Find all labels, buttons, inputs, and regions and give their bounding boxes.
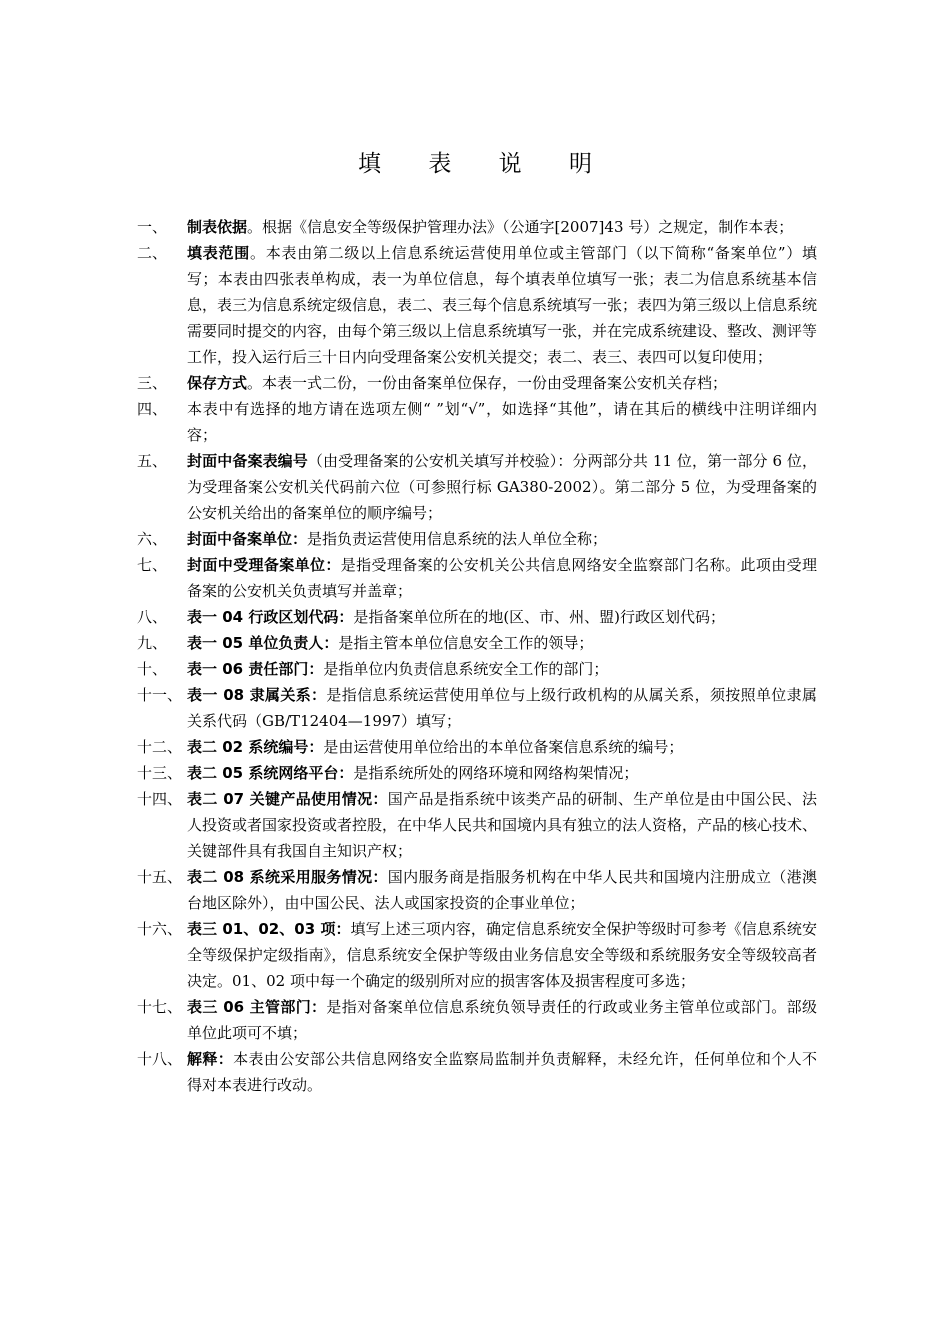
item-text — [187, 396, 817, 448]
item-keyword: 制表依据 — [187, 218, 248, 236]
item-number: 十三、 — [137, 764, 183, 782]
item-keyword: 表一 06 责任部门： — [187, 660, 324, 678]
item-body: 是指受理备案的公安机关公共信息网络安全监察部门名称。此项由受理备案的公安机关负责填写并盖章； — [187, 556, 817, 600]
item-body: 国产品是指系统中该类产品的研制、生产单位是由中国公民、法人投资或者国家投资或者控股，在中华人民共和国境内具有独立的法人资格，产品的核心技术、关键部件具有我国自主知识产权； — [187, 790, 818, 860]
item-text — [187, 552, 817, 604]
item-text — [187, 214, 817, 240]
item-body: 是指主管本单位信息安全工作的领导； — [338, 634, 594, 652]
item-number: 十七、 — [137, 998, 183, 1016]
item-keyword: 封面中备案表编号 — [187, 452, 308, 470]
item-keyword: 填表范围 — [187, 244, 250, 262]
item-text — [187, 760, 817, 786]
item-body: （由受理备案的公安机关填写并校验）：分两部分共 11 位，第一部分 6 位，为受理备案公安机关代码前六位（可参照行标 GA380-2002）。第二部分 5 位，为受理备案的公安机关给出的备案单位的顺序编号； — [187, 452, 817, 522]
item-text — [187, 864, 817, 916]
item-body: 是指系统所处的网络环境和网络构架情况； — [353, 764, 639, 782]
list-item — [137, 656, 817, 682]
item-body: 是由运营使用单位给出的本单位备案信息系统的编号； — [323, 738, 684, 756]
item-text — [187, 526, 817, 552]
list-item — [137, 786, 817, 864]
item-number: 七、 — [137, 556, 168, 574]
item-number: 十八、 — [137, 1050, 183, 1068]
list-item — [137, 734, 817, 760]
item-text — [187, 448, 817, 526]
item-keyword: 封面中受理备案单位： — [187, 556, 341, 574]
item-number: 十二、 — [137, 738, 183, 756]
item-keyword: 表二 08 系统采用服务情况： — [187, 868, 388, 886]
list-item — [137, 682, 817, 734]
page-title: 填 表 说 明 — [358, 151, 612, 177]
list-item — [137, 604, 817, 630]
list-item — [137, 370, 817, 396]
item-number: 十六、 — [137, 920, 183, 938]
item-keyword: 表二 02 系统编号： — [187, 738, 324, 756]
item-number: 十四、 — [137, 790, 183, 808]
item-text — [187, 656, 817, 682]
item-text — [187, 604, 817, 630]
list-item — [137, 1046, 817, 1098]
item-text — [187, 994, 817, 1046]
list-item — [137, 994, 817, 1046]
item-text — [187, 786, 817, 864]
item-text — [187, 630, 817, 656]
list-item — [137, 760, 817, 786]
item-keyword: 表一 04 行政区划代码： — [187, 608, 354, 626]
list-item — [137, 630, 817, 656]
item-number: 八、 — [137, 608, 168, 626]
item-body: 本表中有选择的地方请在选项左侧“ ”划“√”，如选择“其他”，请在其后的横线中注明详细内容； — [187, 400, 817, 444]
item-body: 。根据《信息安全等级保护管理办法》（公通字[2007]43 号）之规定，制作本表； — [247, 218, 794, 236]
item-body: 国内服务商是指服务机构在中华人民共和国境内注册成立（港澳台地区除外），由中国公民、法人或国家投资的企事业单位； — [187, 868, 817, 912]
item-body: 是指对备案单位信息系统负领导责任的行政或业务主管单位或部门。部级单位此项可不填； — [187, 998, 817, 1042]
item-keyword: 表二 05 系统网络平台： — [187, 764, 354, 782]
item-number: 五、 — [137, 452, 168, 470]
item-number: 十五、 — [137, 868, 183, 886]
item-text — [187, 370, 817, 396]
list-item — [137, 448, 817, 526]
item-number: 十一、 — [137, 686, 183, 704]
item-keyword: 解释： — [187, 1050, 234, 1068]
item-keyword: 封面中备案单位： — [187, 530, 308, 548]
item-keyword: 表一 08 隶属关系： — [187, 686, 327, 704]
item-keyword: 表三 01、02、03 项： — [187, 920, 351, 938]
list-item — [137, 214, 817, 240]
item-body: 。本表一式二份，一份由备案单位保存，一份由受理备案公安机关存档； — [247, 374, 728, 392]
list-item — [137, 240, 817, 370]
item-text — [187, 240, 817, 370]
item-keyword: 表三 06 主管部门： — [187, 998, 327, 1016]
item-text — [187, 734, 817, 760]
list-item — [137, 526, 817, 552]
item-number: 六、 — [137, 530, 168, 548]
item-body: 本表由公安部公共信息网络安全监察局监制并负责解释，未经允许，任何单位和个人不得对本表进行改动。 — [187, 1050, 817, 1094]
item-body: 是指备案单位所在的地(区、市、州、盟)行政区划代码； — [353, 608, 726, 626]
item-keyword: 表一 05 单位负责人： — [187, 634, 339, 652]
item-text — [187, 682, 817, 734]
item-keyword: 保存方式 — [187, 374, 248, 392]
item-number: 二、 — [137, 244, 168, 262]
item-number: 九、 — [137, 634, 168, 652]
item-keyword: 表二 07 关键产品使用情况： — [187, 790, 388, 808]
item-body: 。本表由第二级以上信息系统运营使用单位或主管部门（以下简称“备案单位”）填写；本表由四张表单构成，表一为单位信息，每个填表单位填写一张；表二为信息系统基本信息，表三为信息系统定级信息，表二、表三每个信息系统填写一张；表四为第三级以上信息系统需要同时提交的内容，由每个第三级以上信息系统填写一张，并在完成系统建设、整改、测评等工作，投入运行后三十日内向受理备案公安机关提交；表二、表三、表四可以复印使用； — [187, 244, 818, 366]
item-number: 一、 — [137, 218, 168, 236]
item-body: 是指单位内负责信息系统安全工作的部门； — [323, 660, 609, 678]
list-item — [137, 916, 817, 994]
item-number: 四、 — [137, 400, 168, 418]
item-number: 三、 — [137, 374, 168, 392]
list-item — [137, 552, 817, 604]
item-text — [187, 916, 817, 994]
item-number: 十、 — [137, 660, 168, 678]
instruction-list — [137, 214, 817, 1098]
list-item — [137, 864, 817, 916]
list-item — [137, 396, 817, 448]
item-body: 是指信息系统运营使用单位与上级行政机构的从属关系，须按照单位隶属关系代码（GB/T12404—1997）填写； — [187, 686, 817, 730]
item-body: 是指负责运营使用信息系统的法人单位全称； — [307, 530, 608, 548]
item-text — [187, 1046, 817, 1098]
item-body: 填写上述三项内容，确定信息系统安全保护等级时可参考《信息系统安全等级保护定级指南》，信息系统安全保护等级由业务信息安全等级和系统服务安全等级较高者决定。01、02 项中每一个确定的级别所对应的损害客体及损害程度可多选； — [187, 920, 817, 990]
